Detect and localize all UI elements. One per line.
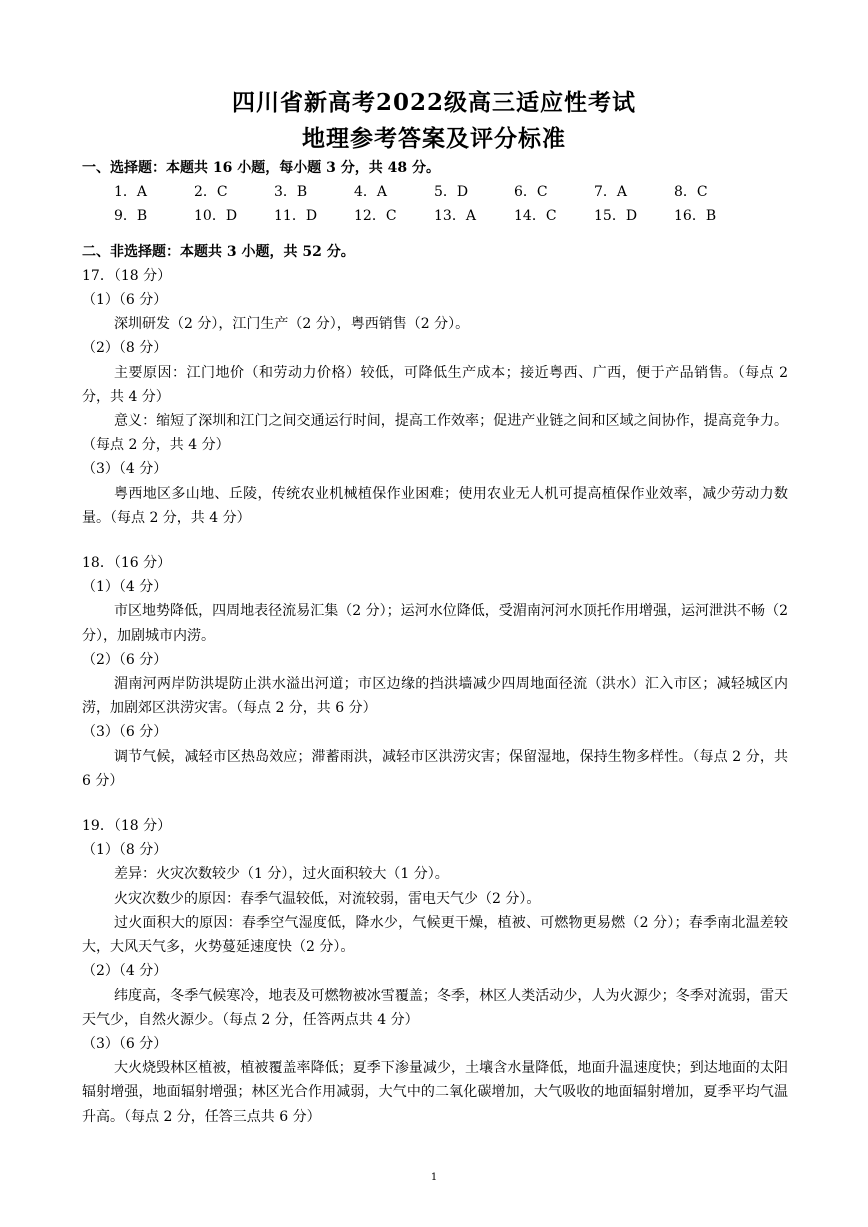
- answer-11: 11．D: [274, 208, 318, 225]
- q18-part1-text: 市区地势降低，四周地表径流易汇集（2 分）；运河水位降低，受湄南河河水顶托作用增强，运河泄洪不畅（2 分），加剧城市内涝。: [82, 603, 788, 644]
- q19-part1-text-b: 火灾次数少的原因：春季气温较低，对流较弱，雷电天气少（2 分）。: [114, 890, 541, 907]
- q18-part3-text: 调节气候，减轻市区热岛效应；滞蓄雨洪，减轻市区洪涝灾害；保留湿地，保持生物多样性。（每点 2 分，共 6 分）: [82, 748, 788, 789]
- answer-body: [82, 156, 788, 1129]
- answer-4: 4．A: [354, 184, 388, 201]
- answer-2: 2．C: [194, 184, 228, 201]
- q17-part1-text: 深圳研发（2 分），江门生产（2 分），粤西销售（2 分）。: [114, 316, 470, 333]
- spacer: [82, 793, 788, 814]
- page-number: 1: [430, 1172, 438, 1183]
- spacer: [82, 229, 788, 240]
- answer-1: 1．A: [114, 184, 148, 201]
- section1-heading: 一、选择题：本题共 16 小题，每小题 3 分，共 48 分。: [82, 160, 440, 176]
- q19-label: 19．（18 分）: [82, 818, 172, 835]
- q17-part1-label: （1）（6 分）: [82, 292, 168, 309]
- spacer: [82, 530, 788, 551]
- q17-label: 17．（18 分）: [82, 267, 172, 284]
- page-subtitle: 地理参考答案及评分标准: [302, 125, 566, 152]
- q19-part2-label: （2）（4 分）: [82, 963, 168, 980]
- answer-10: 10．D: [194, 208, 238, 225]
- answer-13: 13．A: [434, 208, 476, 225]
- q19-part3-label: （3）（6 分）: [82, 1035, 168, 1052]
- q17-part2-text-a: 主要原因：江门地价（和劳动力价格）较低，可降低生产成本；接近粤西、广西，便于产品销售。（每点 2 分，共 4 分）: [82, 364, 788, 405]
- answer-8: 8．C: [674, 184, 708, 201]
- answer-5: 5．D: [434, 184, 469, 201]
- q19-part1-text-c: 过火面积大的原因：春季空气湿度低，降水少，气候更干燥，植被、可燃物更易燃（2 分）；春季南北温差较大，大风天气多，火势蔓延速度快（2 分）。: [82, 914, 788, 956]
- q17-part3-label: （3）（4 分）: [82, 461, 168, 478]
- answer-9: 9．B: [114, 208, 148, 225]
- q18-label: 18．（16 分）: [82, 555, 172, 572]
- q18-part1-label: （1）（4 分）: [82, 579, 168, 596]
- q17-part3-text: 粤西地区多山地、丘陵，传统农业机械植保作业困难；使用农业无人机可提高植保作业效率，减少劳动力数量。（每点 2 分，共 4 分）: [82, 485, 788, 526]
- q19-part1-text-a: 差异：火灾次数较少（1 分），过火面积较大（1 分）。: [114, 866, 449, 883]
- answer-12: 12．C: [354, 208, 397, 225]
- q18-part3-label: （3）（6 分）: [82, 724, 168, 741]
- q19-part1-label: （1）（8 分）: [82, 842, 168, 859]
- q17-part2-label: （2）（8 分）: [82, 340, 168, 357]
- q19-part3-text: 大火烧毁林区植被，植被覆盖率降低；夏季下渗量减少，土壤含水量降低，地面升温速度快；到达地面的太阳辐射增强，地面辐射增强；林区光合作用减弱，大气中的二氧化碳增加，大气吸收的地面辐射增加，夏季平均气温升高。（每点 2 分，任答三点共 6 分）: [82, 1060, 788, 1125]
- answer-7: 7．A: [594, 184, 628, 201]
- section2-heading: 二、非选择题：本题共 3 小题，共 52 分。: [82, 243, 355, 260]
- answer-6: 6．C: [514, 184, 548, 201]
- answer-15: 15．D: [594, 208, 638, 225]
- q18-part2-text: 湄南河两岸防洪堤防止洪水溢出河道；市区边缘的挡洪墙减少四周地面径流（洪水）汇入市区；减轻城区内涝，加剧郊区洪涝灾害。（每点 2 分，共 6 分）: [82, 676, 788, 717]
- answer-14: 14．C: [514, 208, 557, 225]
- answers-row-1: [82, 180, 788, 204]
- q17-part2-text-b: 意义：缩短了深圳和江门之间交通运行时间，提高工作效率；促进产业链之间和区域之间协作，提高竞争力。（每点 2 分，共 4 分）: [82, 413, 788, 454]
- q19-part2-text: 纬度高，冬季气候寒冷，地表及可燃物被冰雪覆盖；冬季，林区人类活动少，人为火源少；冬季对流弱，雷天天气少，自然火源少。（每点 2 分，任答两点共 4 分）: [82, 987, 788, 1028]
- answer-16: 16．B: [674, 208, 717, 225]
- q18-part2-label: （2）（6 分）: [82, 651, 168, 668]
- page-title: 四川省新高考2022级高三适应性考试: [231, 89, 636, 116]
- answers-row-2: [82, 204, 788, 228]
- answer-3: 3．B: [274, 184, 308, 201]
